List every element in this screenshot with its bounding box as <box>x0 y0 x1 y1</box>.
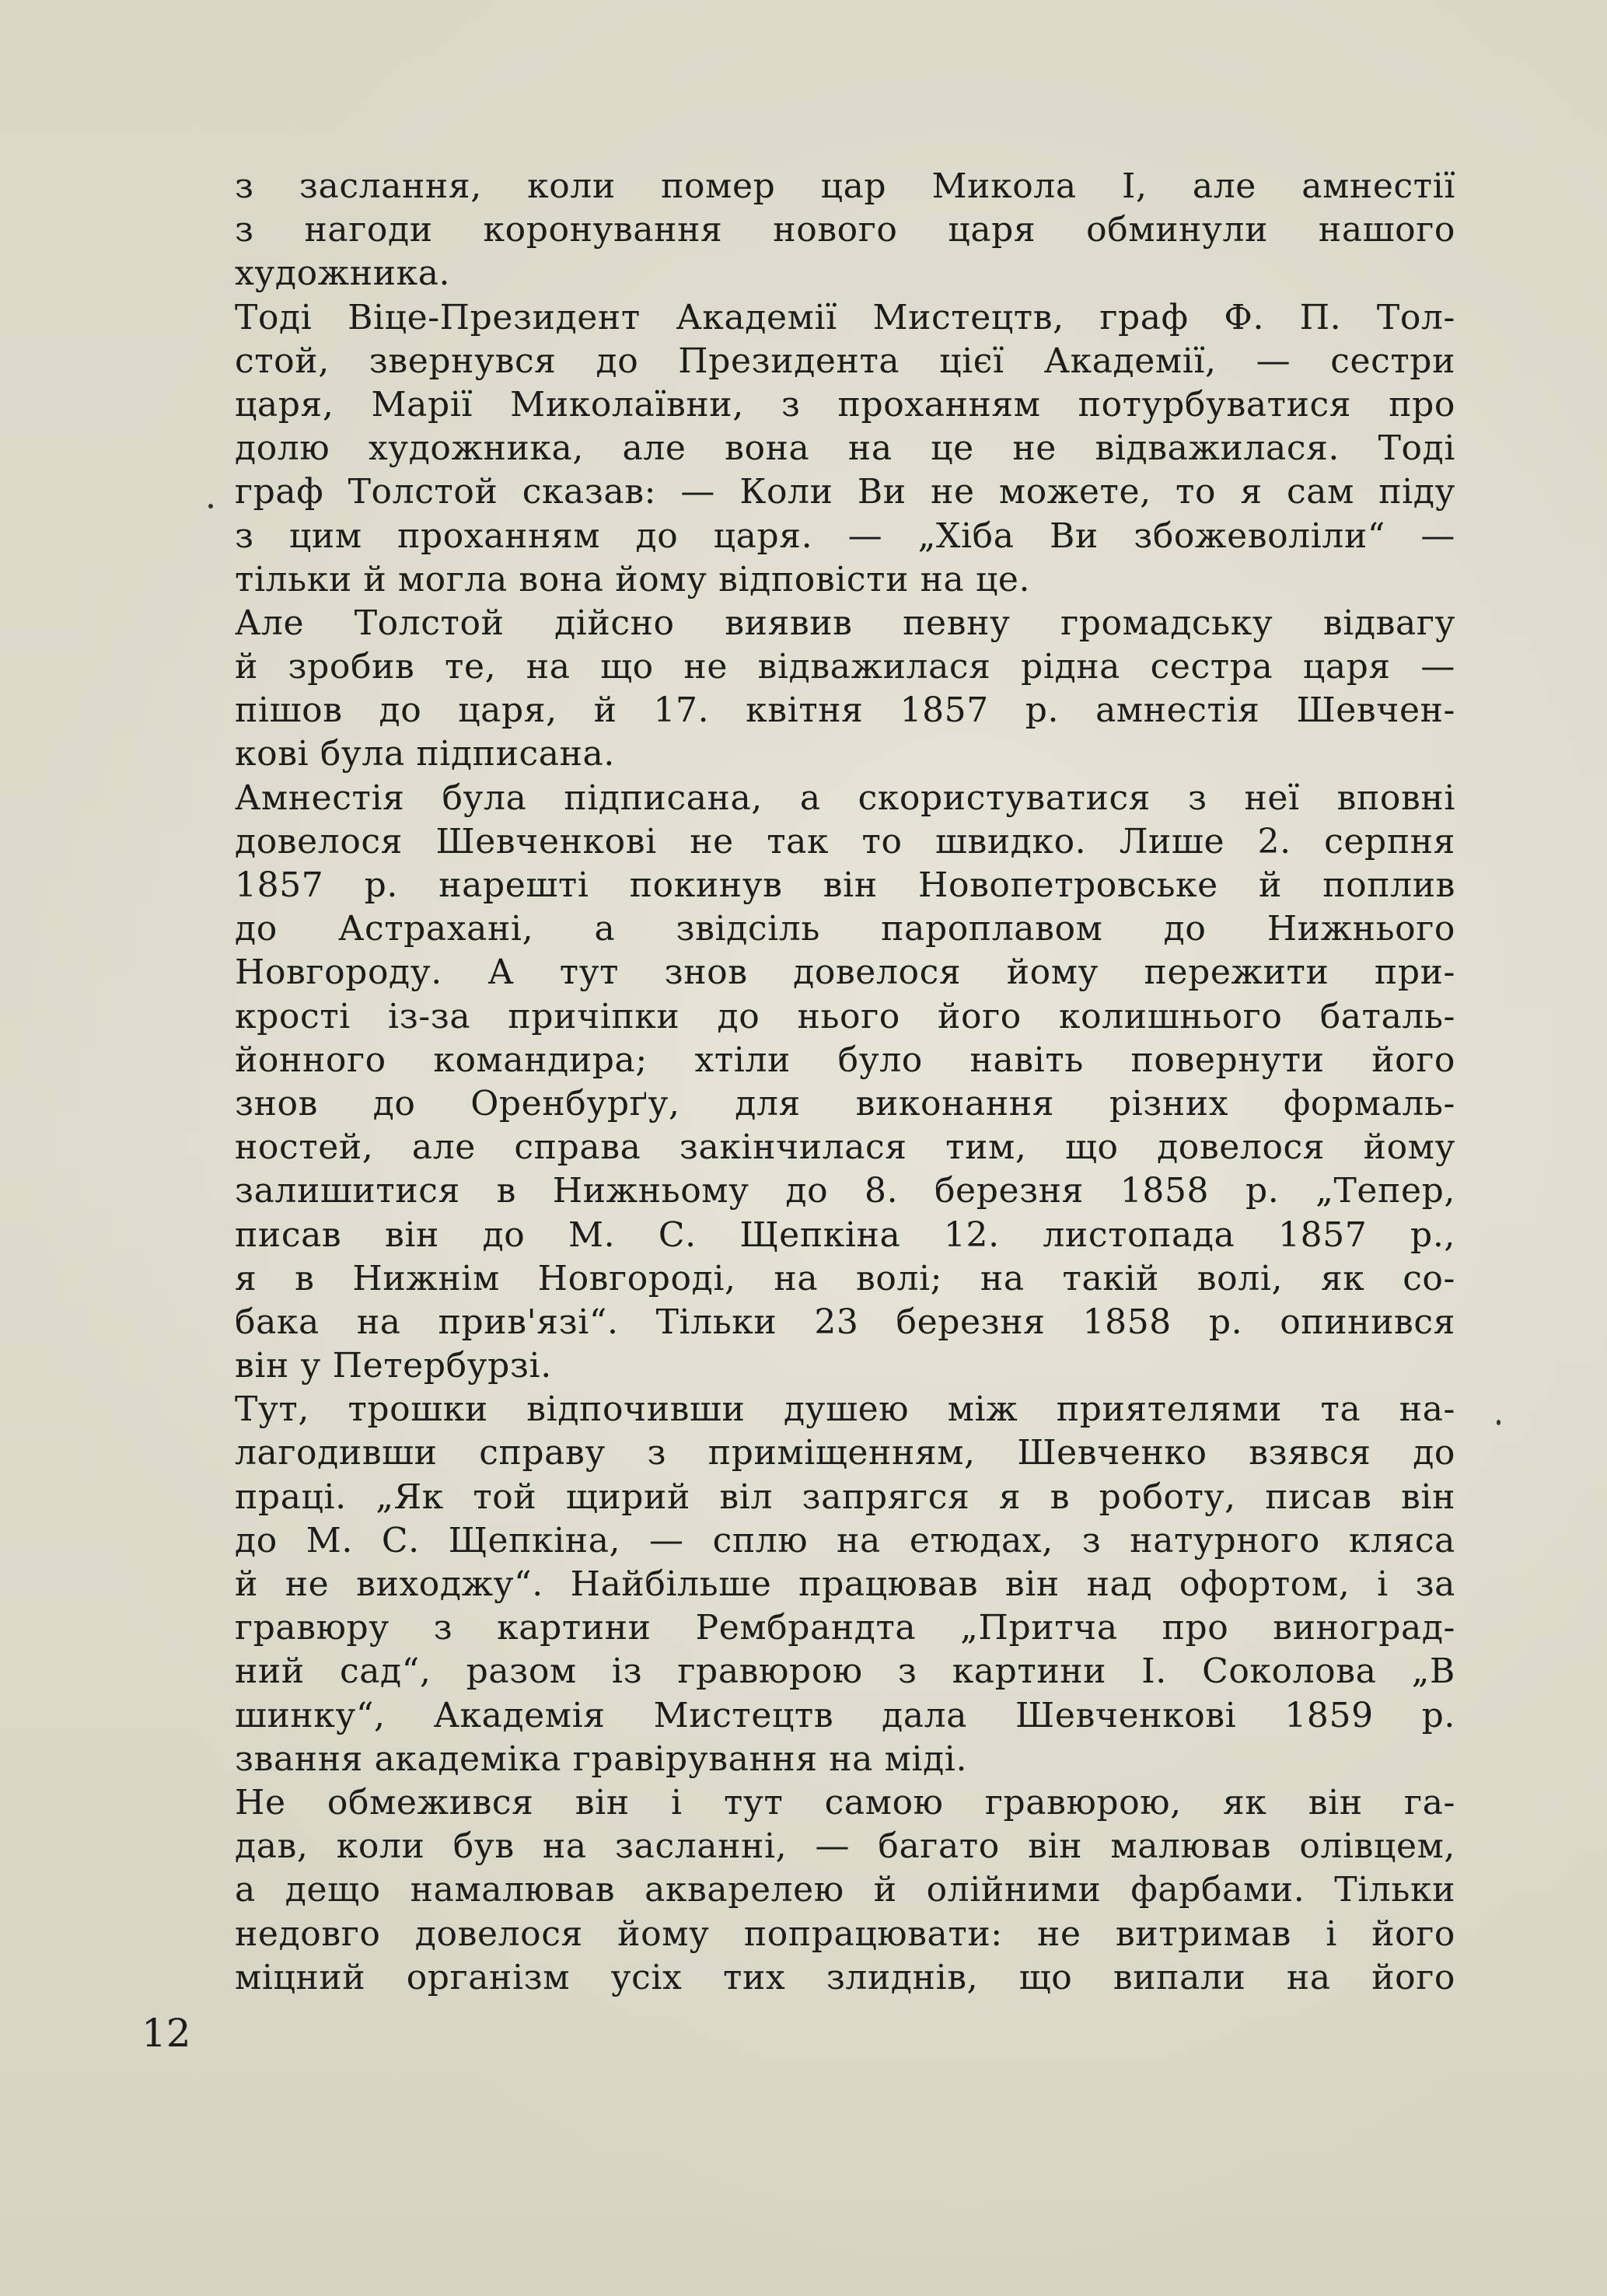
text-line: писав він до М. С. Щепкіна 12. листопада 1857 р., <box>235 1214 1455 1255</box>
text-line: недовго довелося йому попрацювати: не витримав і його <box>235 1913 1455 1954</box>
text-line: залишитися в Нижньому до 8. березня 1858 р. „Тепер, <box>235 1171 1455 1211</box>
text-line: ностей, але справа закінчилася тим, що довелося йому <box>235 1127 1455 1168</box>
print-speck <box>208 504 213 508</box>
text-line: лагодивши справу з приміщенням, Шевченко взявся до <box>235 1433 1455 1473</box>
text-line: кові була підписана. <box>235 734 615 774</box>
text-line: з цим проханням до царя. — „Хіба Ви збожеволіли“ — <box>235 515 1455 556</box>
page-number: 12 <box>141 2011 191 2056</box>
text-line: й не виходжу“. Найбільше працював він над офортом, і за <box>235 1564 1455 1604</box>
text-line: долю художника, але вона на це не відважилася. Тоді <box>235 428 1455 469</box>
text-line: Але Толстой дійсно виявив певну громадську відвагу <box>235 603 1455 643</box>
text-line: знов до Оренбурґу, для виконання різних формаль- <box>235 1083 1455 1124</box>
text-line: граф Толстой сказав: — Коли Ви не можете, то я сам піду <box>235 472 1455 512</box>
text-line: а дещо намалював акварелею й олійними фарбами. Тільки <box>235 1870 1455 1910</box>
text-line: я в Нижнім Новгороді, на волі; на такій волі, як со- <box>235 1258 1455 1298</box>
text-line: стой, звернувся до Президента цієї Академії, — сестри <box>235 341 1455 381</box>
text-line: 1857 р. нарешті покинув він Новопетровське й поплив <box>235 865 1455 905</box>
text-line: бака на прив'язі“. Тільки 23 березня 1858 р. опинився <box>235 1302 1455 1342</box>
text-line: довелося Шевченкові не так то швидко. Лише 2. серпня <box>235 821 1455 861</box>
text-line: він у Петербурзі. <box>235 1346 552 1386</box>
text-line: тільки й могла вона йому відповісти на це. <box>235 559 1031 599</box>
text-line: з заслання, коли помер цар Микола І, але амнестії <box>235 166 1455 206</box>
text-line: художника. <box>235 253 451 294</box>
text-line: до М. С. Щепкіна, — сплю на етюдах, з натурного кляса <box>235 1520 1455 1560</box>
text-line: міцний організм усіх тих злиднів, що випали на його <box>235 1957 1455 1997</box>
body-text <box>235 165 1455 2000</box>
text-line: йонного командира; хтіли було навіть повернути його <box>235 1040 1455 1080</box>
text-line: гравюру з картини Рембрандта „Притча про виноград- <box>235 1608 1455 1648</box>
text-line: царя, Марії Миколаївни, з проханням потурбуватися про <box>235 384 1455 425</box>
text-line: Тут, трошки відпочивши душею між приятелями та на- <box>235 1389 1455 1430</box>
print-speck <box>1497 1420 1500 1425</box>
text-line: дав, коли був на засланні, — багато він малював олівцем, <box>235 1826 1455 1867</box>
text-line: праці. „Як той щирий віл запрягся я в роботу, писав він <box>235 1476 1455 1517</box>
text-line: Тоді Віце-Президент Академії Мистецтв, граф Ф. П. Тол- <box>235 297 1455 337</box>
text-line: пішов до царя, й 17. квітня 1857 р. амнестія Шевчен- <box>235 690 1455 731</box>
text-line: й зробив те, на що не відважилася рідна сестра царя — <box>235 647 1455 687</box>
text-line: звання академіка гравірування на міді. <box>235 1739 968 1779</box>
text-line: ний сад“, разом із гравюрою з картини І. Соколова „В <box>235 1651 1455 1692</box>
text-line: Новгороду. А тут знов довелося йому пережити при- <box>235 952 1455 993</box>
text-line: з нагоди коронування нового царя обминули нашого <box>235 210 1455 250</box>
text-line: шинку“, Академія Мистецтв дала Шевченкові 1859 р. <box>235 1695 1455 1735</box>
text-line: крості із-за причіпки до нього його колишнього баталь- <box>235 996 1455 1036</box>
text-line: до Астрахані, а звідсіль пароплавом до Нижнього <box>235 909 1455 949</box>
text-line: Амнестія була підписана, а скористуватися з неї вповні <box>235 778 1455 818</box>
text-line: Не обмежився він і тут самою гравюрою, як він га- <box>235 1782 1455 1822</box>
